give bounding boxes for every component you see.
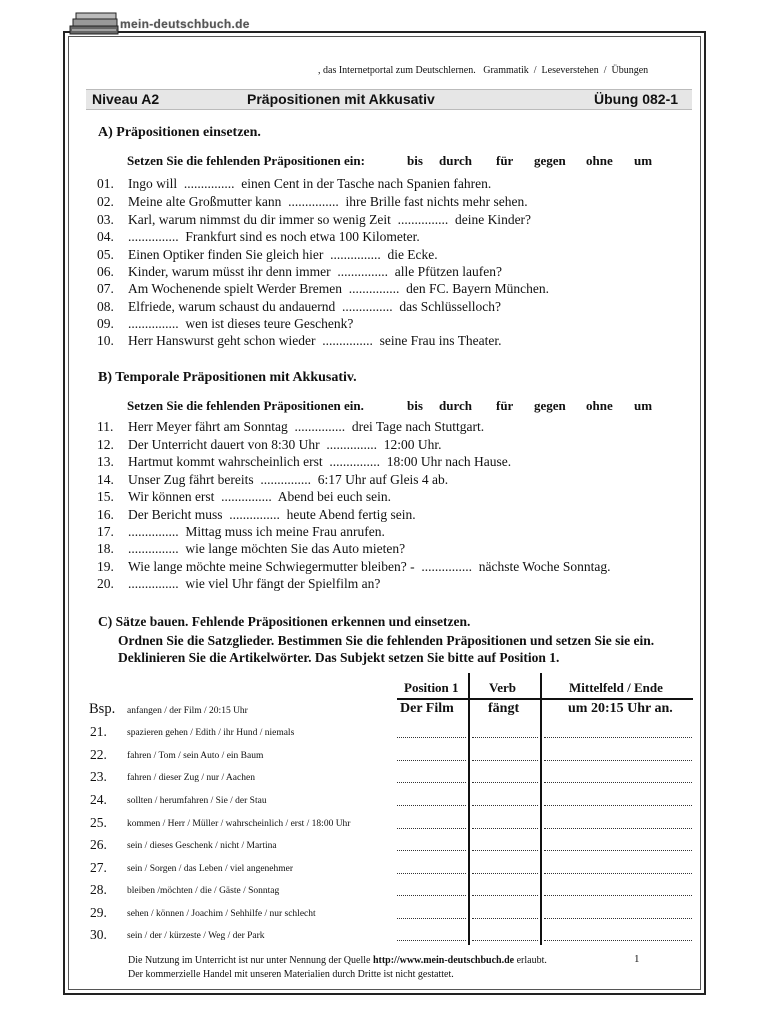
table-header-rule <box>397 698 693 700</box>
answer-blank[interactable] <box>397 940 466 941</box>
answer-blank[interactable] <box>397 805 466 806</box>
answer-blank[interactable] <box>472 805 538 806</box>
answer-blank[interactable] <box>397 760 466 761</box>
answer-blank[interactable] <box>544 918 692 919</box>
section-c-instruction-2: Deklinieren Sie die Artikelwörter. Das Subjekt setzen Sie bitte auf Position 1. <box>118 650 560 665</box>
answer-blank[interactable] <box>544 940 692 941</box>
word-bank-item: ohne <box>586 153 613 168</box>
site-tagline: , das Internetportal zum Deutschlernen. Grammatik / Leseverstehen / Übungen <box>318 65 649 76</box>
row-number: 27. <box>90 860 107 875</box>
word-bank-item: für <box>496 398 514 413</box>
example-label: Bsp. <box>89 701 116 717</box>
answer-blank[interactable] <box>544 850 692 851</box>
word-bank-item: bis <box>407 398 423 413</box>
word-bank-item: für <box>496 153 514 168</box>
word-bank-item: durch <box>439 153 472 168</box>
row-number: 29. <box>90 905 107 920</box>
row-number: 23. <box>90 769 107 784</box>
row-phrase: sein / Sorgen / das Leben / viel angenehmer <box>127 864 294 874</box>
row-number: 21. <box>90 724 107 739</box>
table-divider <box>540 673 542 945</box>
answer-blank[interactable] <box>472 873 538 874</box>
answer-blank[interactable] <box>397 828 466 829</box>
footer-source-note <box>128 955 547 966</box>
answer-blank[interactable] <box>472 760 538 761</box>
topic-title: Präpositionen mit Akkusativ <box>247 91 435 107</box>
section-a-instruction: Setzen Sie die fehlenden Präpositionen ein: <box>127 153 365 168</box>
column-header-position: Position 1 <box>404 680 459 695</box>
answer-blank[interactable] <box>544 782 692 783</box>
answer-blank[interactable] <box>397 895 466 896</box>
answer-blank[interactable] <box>397 737 466 738</box>
answer-blank[interactable] <box>397 873 466 874</box>
answer-blank[interactable] <box>397 850 466 851</box>
footer-url-link[interactable]: http://www.mein-deutschbuch.de <box>372 955 515 966</box>
row-phrase: sein / der / kürzeste / Weg / der Park <box>127 931 265 941</box>
section-b-title: B) Temporale Präpositionen mit Akkusativ. <box>98 370 357 385</box>
answer-blank[interactable] <box>397 918 466 919</box>
answer-blank[interactable] <box>472 782 538 783</box>
row-number: 22. <box>90 747 107 762</box>
row-phrase: bleiben /möchten / die / Gäste / Sonntag <box>127 886 280 896</box>
answer-blank[interactable] <box>544 760 692 761</box>
footer-text: Die Nutzung im Unterricht ist nur unter Nennung der Quelle <box>128 955 373 966</box>
answer-blank[interactable] <box>472 737 538 738</box>
page-number: 1 <box>634 953 640 965</box>
column-header-mittelfeld: Mittelfeld / Ende <box>569 680 663 695</box>
word-bank-item: gegen <box>534 153 566 168</box>
row-phrase: spazieren gehen / Edith / ihr Hund / niemals <box>127 728 295 738</box>
row-number: 26. <box>90 837 107 852</box>
example-phrase: anfangen / der Film / 20:15 Uhr <box>127 706 248 716</box>
word-bank-item: gegen <box>534 398 566 413</box>
books-logo-icon <box>68 10 120 36</box>
row-phrase: kommen / Herr / Müller / wahrscheinlich / erst / 18:00 Uhr <box>127 819 351 829</box>
row-number: 28. <box>90 882 107 897</box>
answer-blank[interactable] <box>472 895 538 896</box>
answer-blank[interactable] <box>397 782 466 783</box>
word-bank-item: um <box>634 398 653 413</box>
example-position-1: Der Film <box>400 701 454 716</box>
section-a-title: A) Präpositionen einsetzen. <box>98 125 261 140</box>
row-number: 24. <box>90 792 107 807</box>
footer-copyright-note: Der kommerzielle Handel mit unseren Materialien durch Dritte ist nicht gestattet. <box>128 969 454 980</box>
exercise-number: Übung 082-1 <box>594 91 679 107</box>
column-header-verb: Verb <box>489 680 516 695</box>
answer-blank[interactable] <box>544 828 692 829</box>
section-c-instruction-1: Ordnen Sie die Satzglieder. Bestimmen Sie die fehlenden Präpositionen und setzen Sie sie ein. <box>118 633 655 648</box>
row-number: 30. <box>90 927 107 942</box>
row-phrase: sollten / herumfahren / Sie / der Stau <box>127 796 267 806</box>
answer-blank[interactable] <box>472 850 538 851</box>
site-logo-text: mein-deutschbuch.de <box>120 17 250 31</box>
answer-blank[interactable] <box>544 737 692 738</box>
answer-blank[interactable] <box>472 828 538 829</box>
table-divider <box>468 673 470 945</box>
row-phrase: fahren / Tom / sein Auto / ein Baum <box>127 751 264 761</box>
level-label: Niveau A2 <box>92 91 160 107</box>
word-bank-item: ohne <box>586 398 613 413</box>
answer-blank[interactable] <box>544 805 692 806</box>
answer-blank[interactable] <box>544 873 692 874</box>
answer-blank[interactable] <box>544 895 692 896</box>
section-c-title: C) Sätze bauen. Fehlende Präpositionen erkennen und einsetzen. <box>98 614 471 629</box>
level-bar <box>86 89 692 110</box>
row-phrase: sein / dieses Geschenk / nicht / Martina <box>127 841 277 851</box>
footer-text: erlaubt. <box>514 955 547 966</box>
example-mittelfeld: um 20:15 Uhr an. <box>568 701 673 716</box>
word-bank-item: bis <box>407 153 423 168</box>
row-phrase: sehen / können / Joachim / Sehhilfe / nur schlecht <box>127 909 316 919</box>
answer-blank[interactable] <box>472 918 538 919</box>
row-number: 25. <box>90 815 107 830</box>
row-phrase: fahren / dieser Zug / nur / Aachen <box>127 773 255 783</box>
word-bank-item: durch <box>439 398 472 413</box>
example-verb: fängt <box>488 701 520 716</box>
word-bank-item: um <box>634 153 653 168</box>
section-b-instruction: Setzen Sie die fehlenden Präpositionen ein. <box>127 398 364 413</box>
answer-blank[interactable] <box>472 940 538 941</box>
